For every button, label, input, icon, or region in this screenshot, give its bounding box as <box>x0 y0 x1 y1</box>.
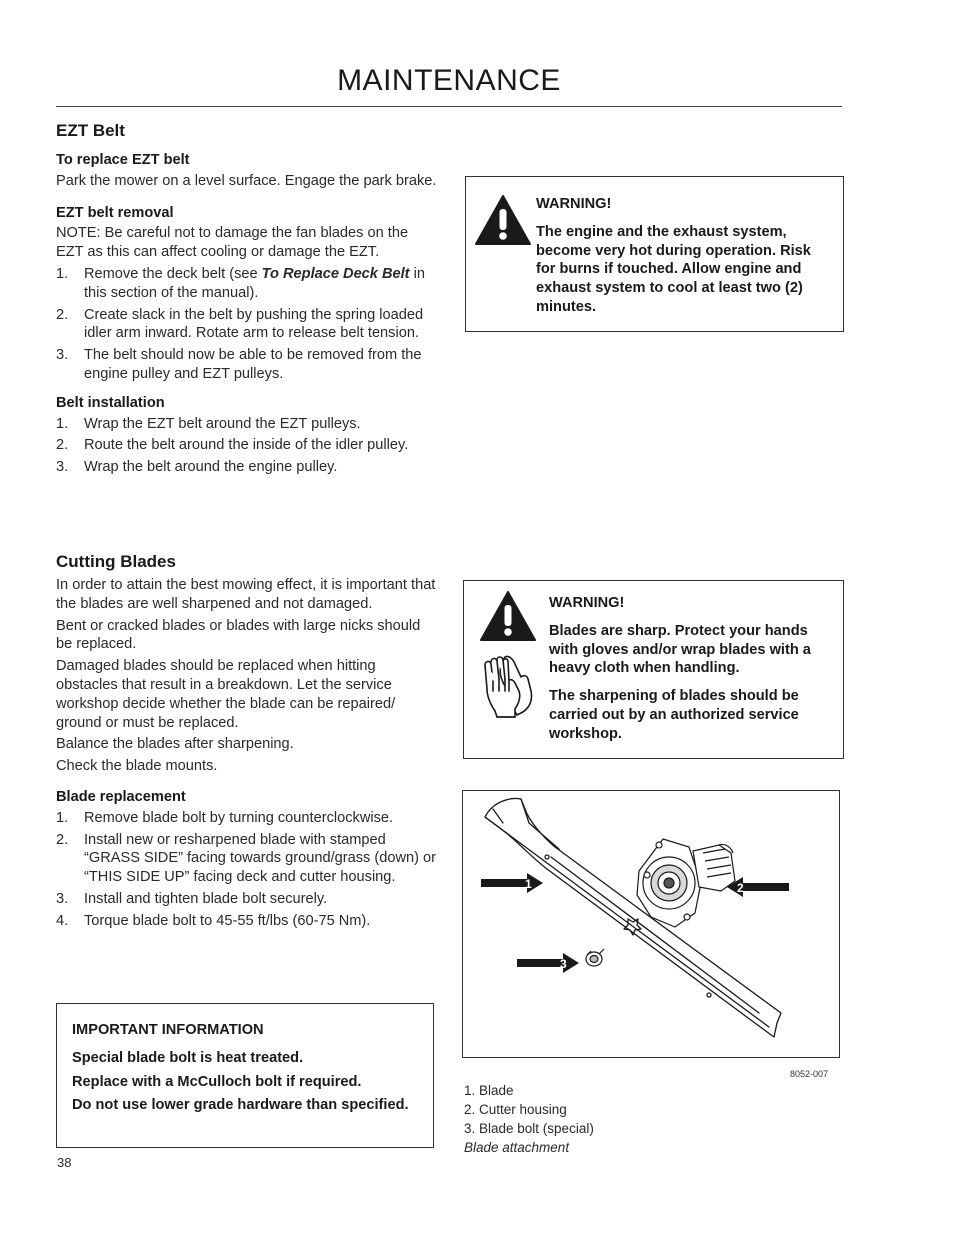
title-rule <box>56 106 842 107</box>
important-heading: IMPORTANT INFORMATION <box>72 1022 264 1038</box>
page-title: MAINTENANCE <box>337 64 561 97</box>
ezt-belt-section <box>56 121 438 480</box>
warning-text: The engine and the exhaust system, become very hot during operation. Risk for burns if touched. Allow engine and exhaust system to cool at least two (2) minutes. <box>536 223 811 315</box>
list-item <box>56 458 438 477</box>
cutting-blades-heading: Cutting Blades <box>56 552 176 571</box>
list-item <box>56 890 438 909</box>
warning-label: WARNING! <box>549 595 625 611</box>
blade-attachment-figure <box>462 790 840 1058</box>
ezt-removal-steps <box>56 265 438 384</box>
step-text: The belt should now be able to be removed from the engine pulley and EZT pulleys. <box>84 347 422 382</box>
belt-installation-steps <box>56 415 438 477</box>
important-line: Replace with a McCulloch bolt if required. <box>72 1073 362 1090</box>
legend-item-cutter-housing: 2. Cutter housing <box>464 1102 567 1117</box>
step-text: Wrap the EZT belt around the EZT pulleys. <box>84 415 361 432</box>
blade-illustration <box>463 791 839 1057</box>
legend-item-blade-bolt: 3. Blade bolt (special) <box>464 1121 594 1136</box>
list-item <box>56 912 438 931</box>
replace-ezt-belt-heading: To replace EZT belt <box>56 152 190 168</box>
list-item <box>56 415 438 434</box>
figure-caption: Blade attachment <box>464 1140 570 1155</box>
step-number: 2. <box>56 306 69 323</box>
step-number: 1. <box>56 809 69 826</box>
warning-triangle-icon <box>479 590 537 642</box>
ezt-belt-removal-heading: EZT belt removal <box>56 204 174 221</box>
step-text: Wrap the belt around the engine pulley. <box>84 459 338 476</box>
ezt-belt-removal-note: NOTE: Be careful not to damage the fan blades on the EZT as this can affect cooling or damage the EZT. <box>56 225 409 261</box>
step-number: 3. <box>56 347 69 364</box>
warning-box-hot-engine <box>465 176 844 332</box>
figure-legend <box>464 1081 594 1157</box>
important-line: Do not use lower grade hardware than specified. <box>72 1097 409 1114</box>
step-text: Create slack in the belt by pushing the spring loaded idler arm inward. Rotate arm to release belt tension. <box>84 306 424 342</box>
callout-1-arrow <box>481 873 543 893</box>
blades-paragraph: Damaged blades should be replaced when hitting obstacles that result in a breakdown. Let the service workshop decide whether the blade can be repaired/ ground or must be replaced. <box>56 658 396 731</box>
blades-paragraph: Balance the blades after sharpening. <box>56 736 294 753</box>
blade-replacement-heading: Blade replacement <box>56 788 186 805</box>
step-number: 1. <box>56 415 69 432</box>
step-number: 2. <box>56 437 69 454</box>
step-text: in this section of the manual). <box>84 265 425 301</box>
list-item <box>56 346 438 384</box>
list-item <box>56 265 438 303</box>
step-number: 3. <box>56 459 69 476</box>
figure-code: 8052-007 <box>790 1069 829 1079</box>
callout-2-label: 2 <box>737 881 744 895</box>
step-text: Torque blade bolt to 45-55 ft/lbs (60-75 Nm). <box>84 912 371 929</box>
callout-1-label: 1 <box>525 877 532 891</box>
deck-belt-reference: To Replace Deck Belt <box>261 265 410 282</box>
list-item <box>56 831 438 887</box>
step-text: Install and tighten blade bolt securely. <box>84 890 328 907</box>
warning-label: WARNING! <box>536 196 612 212</box>
step-number: 3. <box>56 890 69 907</box>
warning-triangle-icon <box>474 194 532 246</box>
blade-replacement-steps <box>56 809 438 931</box>
list-item <box>56 436 438 455</box>
callout-3-arrow <box>517 953 579 973</box>
list-item <box>56 809 438 828</box>
step-text: Route the belt around the inside of the idler pulley. <box>84 437 409 454</box>
step-number: 1. <box>56 265 69 282</box>
step-text: Remove the deck belt (see <box>84 265 262 282</box>
step-number: 4. <box>56 912 69 929</box>
blades-paragraph: Bent or cracked blades or blades with large nicks should be replaced. <box>56 617 421 653</box>
ezt-belt-heading: EZT Belt <box>56 121 125 140</box>
cutting-blades-section <box>56 552 438 934</box>
step-text: Install new or resharpened blade with stamped “GRASS SIDE” facing towards ground/grass (down) or “THIS SIDE UP” facing deck and cutter housing. <box>84 831 437 886</box>
callout-3-label: 3 <box>560 957 567 971</box>
gloves-icon <box>475 651 545 719</box>
page-number: 38 <box>57 1155 72 1170</box>
replace-ezt-belt-text: Park the mower on a level surface. Engage the park brake. <box>56 172 437 189</box>
important-line: Special blade bolt is heat treated. <box>72 1049 304 1066</box>
warning-box-sharp-blades <box>463 580 844 759</box>
step-text: Remove blade bolt by turning counterclockwise. <box>84 809 394 826</box>
list-item <box>56 306 438 344</box>
step-number: 2. <box>56 831 69 848</box>
belt-installation-heading: Belt installation <box>56 394 165 411</box>
blades-paragraph: In order to attain the best mowing effect, it is important that the blades are well sharpened and not damaged. <box>56 577 436 612</box>
important-information-box <box>56 1003 434 1148</box>
legend-item-blade: 1. Blade <box>464 1083 514 1098</box>
warning-text: The sharpening of blades should be carried out by an authorized service workshop. <box>549 688 799 742</box>
warning-text: Blades are sharp. Protect your hands with gloves and/or wrap blades with a heavy cloth when handling. <box>549 622 811 677</box>
blades-paragraph: Check the blade mounts. <box>56 758 218 775</box>
